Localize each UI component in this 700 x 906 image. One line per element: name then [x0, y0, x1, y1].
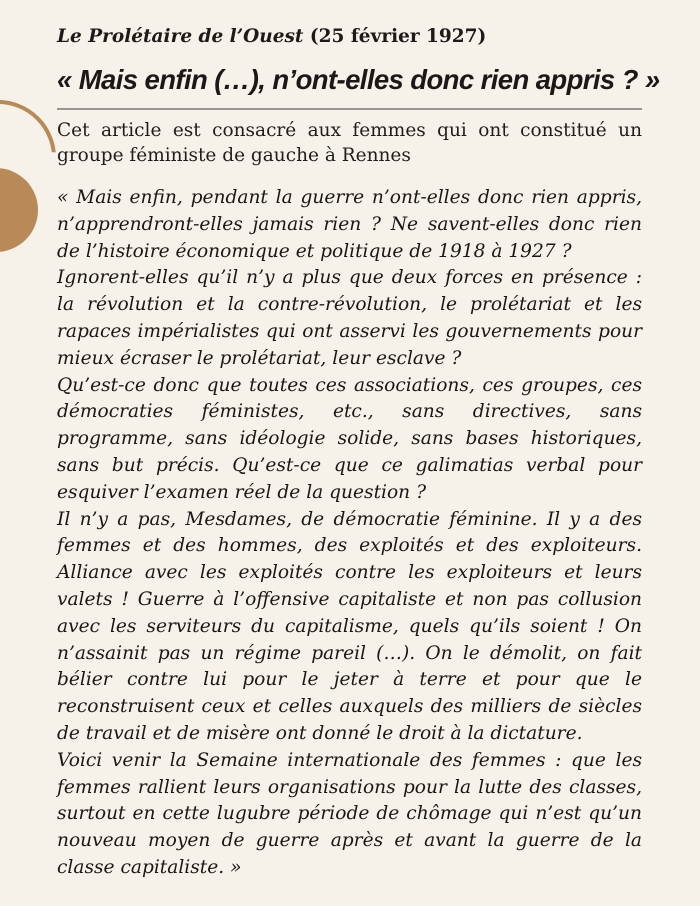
decorative-disc: [0, 168, 38, 252]
quote-paragraph: Ignorent-elles qu’il n’y a plus que deux forces en présence : la révolution et la contre-révolution, le prolétariat et les rapaces impérialistes qui ont asservi les gouvernements pour mieux écraser le prolétariat, leur esclave ?: [57, 267, 642, 369]
article-headline: « Mais enfin (…), n’ont-elles donc rien appris ? »: [57, 64, 660, 95]
quote-paragraph: Il n’y a pas, Mesdames, de démocratie féminine. Il y a des femmes et des hommes, des exploités et des exploiteurs. Alliance avec les exploités contre les exploiteurs et leurs valets ! Guerre à l’offensive capitaliste et non pas collusion avec les serviteurs du capitalisme, quels qu’ils soient ! On n’assainit pas un régime pareil (…). On le démolit, on fait bélier contre lui pour le jeter à terre et pour que le reconstruisent ceux et celles auxquels des milliers de siècles de travail et de misère ont donné le droit à la dictature.: [57, 508, 642, 744]
intro-text: Cet article est consacré aux femmes qui ont constitué un groupe féministe de gauche à Rennes: [57, 120, 642, 166]
quote-paragraph: « Mais enfin, pendant la guerre n’ont-elles donc rien appris, n’apprendront-elles jamais rien ? Ne savent-elles donc rien de l’histoire économique et politique de 1918 à 1927 ?: [57, 187, 642, 262]
quote-paragraph: Qu’est-ce donc que toutes ces associations, ces groupes, ces démocraties féministes, etc., sans directives, sans programme, sans idéologie solide, sans bases historiques, sans but précis. Qu’est-ce que ce galimatias verbal pour esquiver l’examen réel de la question ?: [57, 374, 642, 503]
headline-divider: [57, 108, 642, 110]
publication-date: (25 février 1927): [309, 26, 487, 47]
source-line: [57, 26, 486, 47]
quote-paragraph: Voici venir la Semaine internationale des femmes : que les femmes rallient leurs organisations pour la lutte des classes, surtout en cette lugubre période de chômage qui n’est qu’un nouveau moyen de guerre après et avant la guerre de la classe capitaliste. »: [57, 749, 642, 878]
newspaper-name: Le Prolétaire de l’Ouest: [57, 26, 304, 47]
quoted-article: [57, 185, 642, 882]
